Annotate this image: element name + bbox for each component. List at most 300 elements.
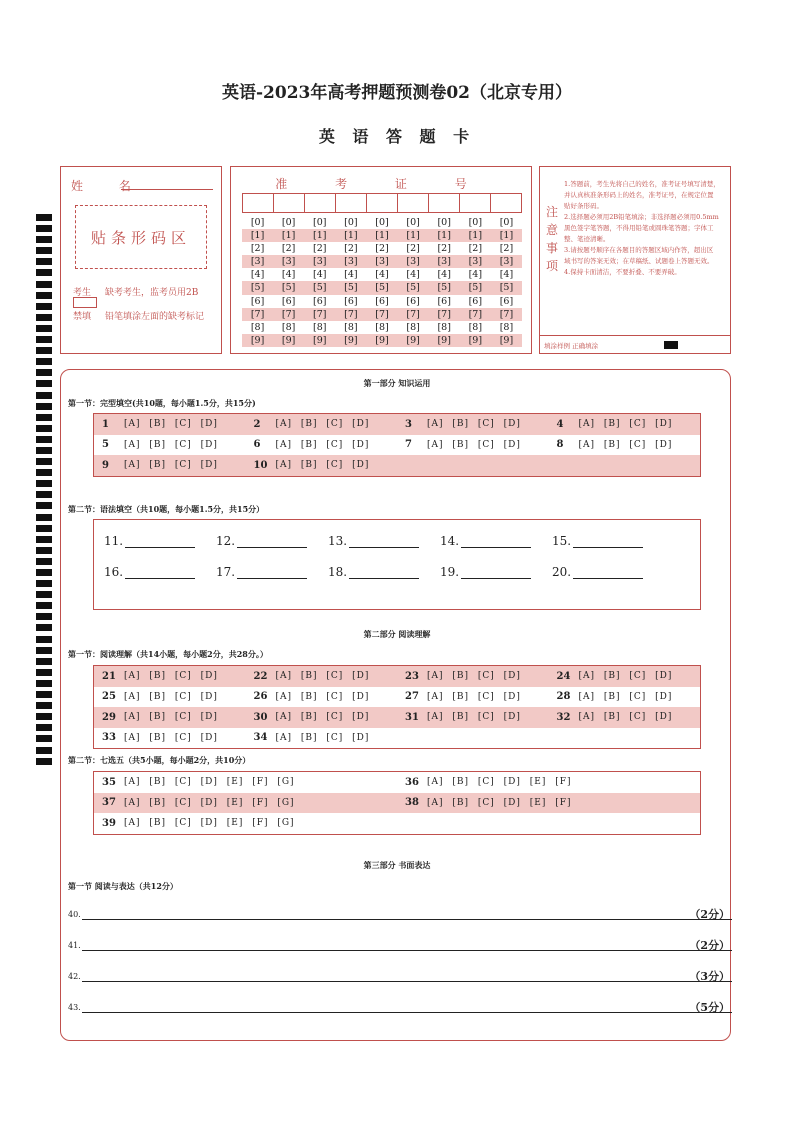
exam-digit-bubble[interactable]: [8]	[313, 321, 327, 333]
exam-digit-bubble[interactable]: [6]	[499, 295, 514, 307]
option-bubbles[interactable]: [A] [B] [C] [D]	[124, 732, 218, 743]
exam-digit-bubble[interactable]: [3]	[313, 256, 327, 268]
exam-digit-bubble[interactable]: [3]	[406, 256, 420, 268]
blank-line[interactable]	[349, 535, 419, 548]
option-bubbles[interactable]: [A] [B] [C] [D]	[124, 712, 218, 723]
exam-digit-bubble[interactable]: [3]	[281, 256, 296, 268]
exam-digit-bubble[interactable]: [1]	[468, 230, 483, 242]
exam-digit-bubble[interactable]: [4]	[281, 269, 296, 281]
question-cell	[246, 712, 398, 723]
reading-row	[94, 666, 700, 687]
cloze-grid	[93, 413, 701, 477]
question-cell	[94, 671, 246, 682]
question-number: 8	[556, 439, 564, 451]
timing-mark	[36, 303, 52, 310]
notes-title-char: 意	[545, 223, 558, 237]
question-number: 25	[102, 691, 116, 703]
exam-number-bubbles[interactable]	[242, 216, 522, 347]
part3-title: 第三部分 书面表达	[363, 860, 431, 870]
exam-digit-bubble[interactable]: [3]	[250, 256, 265, 268]
option-bubbles[interactable]: [A] [B] [C] [D]	[578, 439, 673, 450]
timing-mark	[36, 591, 52, 598]
barcode-label: 贴条形码区	[90, 228, 191, 247]
exam-digit-bubble[interactable]: [3]	[375, 256, 389, 268]
exam-digit-bubble[interactable]: [6]	[375, 295, 389, 307]
part2-sec1-title: 第一节：阅读理解（共14小题，每小题2分，共28分。）	[68, 649, 268, 659]
timing-mark	[36, 658, 52, 665]
exam-digit-bubble[interactable]: [5]	[281, 282, 296, 294]
exam-digit-row	[242, 255, 522, 268]
option-bubbles[interactable]: [A] [B] [C] [D]	[275, 460, 370, 471]
exam-digit-bubble[interactable]: [0]	[281, 217, 296, 228]
option-bubbles[interactable]: [A] [B] [C] [D] [E] [F] [G]	[124, 797, 295, 808]
timing-mark	[36, 369, 52, 376]
absent-note-1: 缺考考生，监考员用2B	[105, 288, 199, 298]
exam-digit-bubble[interactable]: [6]	[406, 295, 420, 307]
option-bubbles[interactable]: [A] [B] [C] [D]	[275, 439, 370, 450]
exam-digit-bubble[interactable]: [9]	[406, 334, 420, 346]
notes-title-char: 项	[545, 259, 558, 273]
exam-digit-bubble[interactable]: [0]	[344, 217, 358, 228]
exam-digit-bubble[interactable]: [4]	[375, 269, 389, 281]
exam-number-write-row[interactable]	[242, 193, 522, 213]
timing-mark	[36, 425, 52, 432]
blank-number: 17.	[216, 565, 236, 579]
note-line: 4.保持卡面清洁，不要折叠、不要弄破。	[564, 268, 681, 276]
exam-digit-bubble[interactable]: [3]	[468, 256, 483, 268]
exam-digit-bubble[interactable]: [8]	[437, 321, 451, 333]
timing-mark	[36, 724, 52, 731]
option-bubbles[interactable]: [A] [B] [C] [D]	[275, 712, 370, 723]
absent-mark-box[interactable]	[73, 297, 97, 308]
exam-digit-bubble[interactable]: [6]	[468, 295, 483, 307]
reading-row	[94, 687, 700, 708]
timing-mark	[36, 414, 52, 421]
exam-digit-bubble[interactable]: [7]	[375, 308, 389, 320]
question-cell	[397, 439, 549, 450]
timing-mark	[36, 569, 52, 576]
grammar-blank	[104, 565, 195, 579]
option-bubbles[interactable]: [A] [B] [C] [D]	[124, 460, 218, 471]
writing-line[interactable]	[82, 970, 732, 982]
grammar-blank	[552, 534, 643, 548]
exam-digit-bubble[interactable]: [8]	[499, 321, 514, 333]
timing-mark	[36, 214, 52, 221]
grammar-blank	[328, 565, 419, 579]
exam-digit-row	[242, 321, 522, 334]
exam-digit-bubble[interactable]: [3]	[344, 256, 358, 268]
exam-digit-bubble[interactable]: [0]	[468, 217, 483, 228]
exam-digit-bubble[interactable]: [0]	[250, 217, 265, 228]
grammar-blank	[216, 534, 307, 548]
timing-mark	[36, 258, 52, 265]
timing-mark	[36, 458, 52, 465]
exam-digit-bubble[interactable]: [0]	[375, 217, 389, 228]
option-bubbles[interactable]: [A] [B] [C] [D]	[275, 419, 370, 430]
option-bubbles[interactable]: [A] [B] [C] [D] [E] [F]	[427, 777, 572, 788]
exam-digit-bubble[interactable]: [8]	[281, 321, 296, 333]
timing-mark	[36, 558, 52, 565]
writing-number: 40.	[68, 910, 81, 919]
question-number: 30	[253, 711, 268, 723]
note-line: 2.选择题必须用2B铅笔填涂；非选择题必须用0.5mm	[564, 213, 719, 221]
grammar-blanks	[93, 519, 701, 610]
exam-digit-bubble[interactable]: [8]	[468, 321, 483, 333]
question-cell	[397, 671, 549, 682]
exam-digit-bubble[interactable]: [3]	[499, 256, 514, 268]
question-number: 37	[102, 797, 116, 809]
exam-digit-row	[242, 268, 522, 281]
exam-digit-box[interactable]	[428, 193, 459, 213]
option-bubbles[interactable]: [A] [B] [C] [D]	[124, 419, 218, 430]
blank-line[interactable]	[573, 535, 643, 548]
timing-mark	[36, 392, 52, 399]
exam-digit-bubble[interactable]: [5]	[344, 282, 358, 294]
exam-digit-bubble[interactable]: [9]	[281, 334, 296, 346]
blank-number: 15.	[552, 534, 572, 548]
blank-line[interactable]	[573, 566, 643, 579]
timing-mark	[36, 613, 52, 620]
exam-digit-box[interactable]	[366, 193, 397, 213]
seven-choose-five-row	[94, 772, 700, 793]
exam-digit-bubble[interactable]: [4]	[250, 269, 265, 281]
cloze-row	[94, 414, 700, 435]
exam-digit-bubble[interactable]: [9]	[375, 334, 389, 346]
exam-digit-box[interactable]	[397, 193, 428, 213]
timing-mark	[36, 669, 52, 676]
timing-mark	[36, 358, 52, 365]
question-number: 5	[102, 439, 109, 451]
exam-digit-bubble[interactable]: [0]	[437, 217, 451, 228]
timing-mark	[36, 514, 52, 521]
question-cell	[246, 460, 398, 471]
mark-example-label: 填涂样例 正确填涂	[544, 342, 599, 350]
part3-sec1-title: 第一节 阅读与表达（共12分）	[68, 881, 178, 891]
timing-mark	[36, 502, 52, 509]
exam-digit-bubble[interactable]: [2]	[499, 243, 514, 255]
seven-choose-five-grid	[93, 771, 701, 835]
blank-line[interactable]	[461, 566, 531, 579]
timing-mark	[36, 547, 52, 554]
grammar-blank	[440, 565, 531, 579]
blank-line[interactable]	[461, 535, 531, 548]
exam-number-label: 准 考 证 号	[275, 177, 489, 191]
timing-mark	[36, 713, 52, 720]
exam-digit-bubble[interactable]: [1]	[406, 230, 420, 242]
option-bubbles[interactable]: [A] [B] [C] [D]	[275, 732, 370, 743]
timing-mark	[36, 436, 52, 443]
grammar-blank	[104, 534, 195, 548]
exam-digit-bubble[interactable]: [0]	[406, 217, 420, 228]
blank-number: 11.	[104, 534, 124, 548]
exam-digit-box[interactable]	[242, 193, 273, 213]
option-bubbles[interactable]: [A] [B] [C] [D]	[578, 671, 673, 682]
exam-digit-row	[242, 334, 522, 347]
exam-digit-bubble[interactable]: [5]	[313, 282, 327, 294]
note-line: 并认真核准条形码上的姓名，准考证号，在规定位置	[564, 191, 714, 199]
part1-sec1-title: 第一节：完型填空(共10题，每小题1.5分，共15分)	[68, 398, 256, 408]
question-number: 7	[405, 439, 412, 451]
exam-digit-box[interactable]	[273, 193, 304, 213]
exam-digit-bubble[interactable]: [1]	[313, 230, 327, 242]
note-line: 域书写的答案无效；在草稿纸、试题卷上答题无效。	[564, 257, 714, 265]
timing-mark	[36, 236, 52, 243]
exam-digit-row	[242, 216, 522, 229]
exam-digit-bubble[interactable]: [1]	[250, 230, 265, 242]
blank-line[interactable]	[125, 566, 195, 579]
blank-line[interactable]	[237, 535, 307, 548]
timing-mark	[36, 325, 52, 332]
writing-score: （3分）	[689, 970, 730, 983]
timing-mark	[36, 536, 52, 543]
exam-digit-bubble[interactable]: [8]	[250, 321, 265, 333]
writing-line[interactable]	[82, 939, 732, 951]
exam-digit-bubble[interactable]: [4]	[468, 269, 483, 281]
timing-mark	[36, 525, 52, 532]
timing-mark	[36, 247, 52, 254]
exam-digit-bubble[interactable]: [9]	[250, 334, 265, 346]
exam-digit-bubble[interactable]: [2]	[468, 243, 483, 255]
exam-digit-bubble[interactable]: [7]	[344, 308, 358, 320]
question-cell	[397, 419, 549, 430]
option-bubbles[interactable]: [A] [B] [C] [D]	[124, 439, 218, 450]
note-line: 3.请按题号顺序在各题目的答题区域内作答，超出区	[564, 246, 714, 254]
exam-digit-bubble[interactable]: [4]	[406, 269, 420, 281]
grammar-blank	[440, 534, 531, 548]
exam-digit-bubble[interactable]: [4]	[437, 269, 451, 281]
timing-mark	[36, 336, 52, 343]
option-bubbles[interactable]: [A] [B] [C] [D]	[275, 691, 370, 702]
question-cell	[246, 671, 398, 682]
question-number: 3	[405, 418, 412, 430]
option-bubbles[interactable]: [A] [B] [C] [D]	[124, 671, 218, 682]
exam-digit-bubble[interactable]: [5]	[437, 282, 451, 294]
exam-digit-bubble[interactable]: [2]	[375, 243, 389, 255]
part2-sec2-title: 第二节：七选五（共5小题，每小题2分，共10分）	[68, 755, 251, 765]
timing-mark	[36, 735, 52, 742]
grammar-blank	[328, 534, 419, 548]
name-label: 姓 名	[71, 179, 147, 193]
writing-score: （2分）	[689, 939, 730, 952]
question-cell	[397, 712, 549, 723]
note-line: 整、笔迹清晰。	[564, 235, 610, 243]
cloze-row	[94, 455, 700, 476]
blank-number: 19.	[440, 565, 460, 579]
timing-mark	[36, 491, 52, 498]
absent-label-2: 禁填	[73, 312, 92, 322]
option-bubbles[interactable]: [A] [B] [C] [D]	[427, 439, 521, 450]
exam-digit-bubble[interactable]: [2]	[250, 243, 265, 255]
option-bubbles[interactable]: [A] [B] [C] [D]	[275, 671, 370, 682]
exam-digit-bubble[interactable]: [7]	[250, 308, 265, 320]
question-number: 36	[405, 776, 419, 788]
option-bubbles[interactable]: [A] [B] [C] [D] [E] [F]	[427, 797, 572, 808]
exam-digit-bubble[interactable]: [4]	[344, 269, 358, 281]
question-number: 27	[405, 691, 419, 703]
exam-digit-bubble[interactable]: [6]	[313, 295, 327, 307]
exam-digit-bubble[interactable]: [6]	[344, 295, 358, 307]
notes-title	[544, 203, 560, 275]
barcode-area	[75, 205, 207, 269]
timing-mark	[36, 347, 52, 354]
exam-digit-bubble[interactable]: [7]	[281, 308, 296, 320]
exam-digit-bubble[interactable]: [1]	[344, 230, 358, 242]
exam-digit-bubble[interactable]: [7]	[499, 308, 514, 320]
question-number: 1	[102, 418, 109, 430]
blank-line[interactable]	[237, 566, 307, 579]
exam-digit-bubble[interactable]: [2]	[281, 243, 296, 255]
exam-digit-box[interactable]	[304, 193, 335, 213]
question-cell	[94, 777, 397, 788]
exam-digit-bubble[interactable]: [0]	[313, 217, 327, 228]
option-bubbles[interactable]: [A] [B] [C] [D]	[578, 419, 673, 430]
timing-mark	[36, 469, 52, 476]
writing-line[interactable]	[82, 1001, 732, 1013]
cloze-row	[94, 435, 700, 456]
exam-digit-row	[242, 308, 522, 321]
exam-digit-bubble[interactable]: [7]	[313, 308, 327, 320]
question-cell	[549, 671, 701, 682]
exam-digit-bubble[interactable]: [1]	[437, 230, 451, 242]
timing-mark	[36, 580, 52, 587]
option-bubbles[interactable]: [A] [B] [C] [D] [E] [F] [G]	[124, 818, 295, 829]
exam-digit-bubble[interactable]: [9]	[437, 334, 451, 346]
writing-line[interactable]	[82, 908, 732, 920]
option-bubbles[interactable]: [A] [B] [C] [D]	[427, 712, 521, 723]
exam-digit-bubble[interactable]: [6]	[250, 295, 265, 307]
notes-title-char: 事	[545, 241, 558, 255]
exam-digit-bubble[interactable]: [2]	[437, 243, 451, 255]
blank-number: 16.	[104, 565, 124, 579]
option-bubbles[interactable]: [A] [B] [C] [D]	[578, 712, 673, 723]
exam-digit-bubble[interactable]: [0]	[499, 217, 514, 228]
blank-line[interactable]	[125, 535, 195, 548]
question-cell	[246, 732, 398, 743]
exam-digit-bubble[interactable]: [4]	[499, 269, 514, 281]
exam-digit-bubble[interactable]: [9]	[344, 334, 358, 346]
absent-label-1: 考生	[73, 288, 92, 298]
exam-digit-bubble[interactable]: [6]	[437, 295, 451, 307]
question-number: 10	[253, 459, 268, 471]
timing-mark	[36, 747, 52, 754]
exam-digit-row	[242, 295, 522, 308]
exam-digit-bubble[interactable]: [2]	[313, 243, 327, 255]
question-cell	[94, 797, 397, 808]
exam-digit-bubble[interactable]: [3]	[437, 256, 451, 268]
exam-digit-bubble[interactable]: [5]	[406, 282, 420, 294]
timing-mark	[36, 281, 52, 288]
exam-digit-bubble[interactable]: [1]	[499, 230, 514, 242]
timing-mark	[36, 702, 52, 709]
exam-digit-bubble[interactable]: [4]	[313, 269, 327, 281]
exam-digit-row	[242, 242, 522, 255]
blank-line[interactable]	[349, 566, 419, 579]
part1-title: 第一部分 知识运用	[363, 378, 431, 388]
exam-digit-bubble[interactable]: [9]	[499, 334, 514, 346]
question-cell	[397, 797, 700, 808]
question-cell	[94, 419, 246, 430]
question-cell	[94, 439, 246, 450]
timing-mark	[36, 602, 52, 609]
exam-digit-bubble[interactable]: [8]	[344, 321, 358, 333]
blank-number: 20.	[552, 565, 572, 579]
option-bubbles[interactable]: [A] [B] [C] [D]	[427, 691, 521, 702]
exam-digit-bubble[interactable]: [7]	[406, 308, 420, 320]
question-cell	[94, 712, 246, 723]
exam-digit-bubble[interactable]: [2]	[344, 243, 358, 255]
question-cell	[94, 818, 397, 829]
option-bubbles[interactable]: [A] [B] [C] [D]	[427, 419, 521, 430]
exam-digit-bubble[interactable]: [5]	[499, 282, 514, 294]
exam-digit-bubble[interactable]: [7]	[437, 308, 451, 320]
exam-digit-bubble[interactable]: [8]	[406, 321, 420, 333]
question-cell	[246, 439, 398, 450]
exam-digit-box[interactable]	[335, 193, 366, 213]
blank-number: 18.	[328, 565, 348, 579]
page-title: 英语-2023年高考押题预测卷02（北京专用）	[221, 83, 573, 103]
option-bubbles[interactable]: [A] [B] [C] [D]	[578, 691, 673, 702]
divider	[540, 335, 730, 336]
part2-title: 第二部分 阅读理解	[363, 629, 431, 639]
timing-mark	[36, 647, 52, 654]
exam-digit-bubble[interactable]: [1]	[375, 230, 389, 242]
timing-mark	[36, 225, 52, 232]
absent-note-2: 铅笔填涂左面的缺考标记	[105, 312, 205, 322]
exam-digit-box[interactable]	[459, 193, 490, 213]
timing-mark	[36, 680, 52, 687]
exam-digit-bubble[interactable]: [6]	[281, 295, 296, 307]
option-bubbles[interactable]: [A] [B] [C] [D] [E] [F] [G]	[124, 777, 295, 788]
exam-digit-bubble[interactable]: [9]	[468, 334, 483, 346]
exam-digit-bubble[interactable]: [1]	[281, 230, 296, 242]
writing-number: 43.	[68, 1003, 81, 1012]
exam-digit-bubble[interactable]: [8]	[375, 321, 389, 333]
exam-digit-bubble[interactable]: [5]	[250, 282, 265, 294]
exam-digit-bubble[interactable]: [9]	[313, 334, 327, 346]
question-number: 2	[253, 418, 261, 430]
seven-choose-five-row	[94, 813, 700, 834]
name-field[interactable]	[121, 189, 213, 190]
question-number: 23	[405, 670, 419, 682]
exam-digit-bubble[interactable]: [2]	[406, 243, 420, 255]
exam-digit-bubble[interactable]: [5]	[375, 282, 389, 294]
question-number: 38	[405, 797, 419, 809]
option-bubbles[interactable]: [A] [B] [C] [D]	[427, 671, 521, 682]
note-line: 1.答题前，考生先将自己的姓名，准考证号填写清楚，	[564, 180, 720, 188]
exam-digit-box[interactable]	[490, 193, 522, 213]
question-number: 31	[405, 711, 419, 723]
writing-score: （2分）	[689, 908, 730, 921]
writing-number: 41.	[68, 941, 81, 950]
answer-sheet-title: 英 语 答 题 卡	[318, 127, 476, 146]
timing-mark	[36, 292, 52, 299]
writing-number: 42.	[68, 972, 81, 981]
timing-marks	[36, 214, 52, 769]
exam-digit-bubble[interactable]: [7]	[468, 308, 483, 320]
grammar-blank	[552, 565, 643, 579]
timing-mark	[36, 447, 52, 454]
option-bubbles[interactable]: [A] [B] [C] [D]	[124, 691, 218, 702]
question-cell	[397, 691, 549, 702]
timing-mark	[36, 403, 52, 410]
blank-number: 14.	[440, 534, 460, 548]
question-number: 35	[102, 776, 116, 788]
reading-row	[94, 707, 700, 728]
seven-choose-five-row	[94, 793, 700, 814]
exam-digit-bubble[interactable]: [5]	[468, 282, 483, 294]
timing-mark	[36, 269, 52, 276]
exam-number-box	[230, 166, 532, 354]
